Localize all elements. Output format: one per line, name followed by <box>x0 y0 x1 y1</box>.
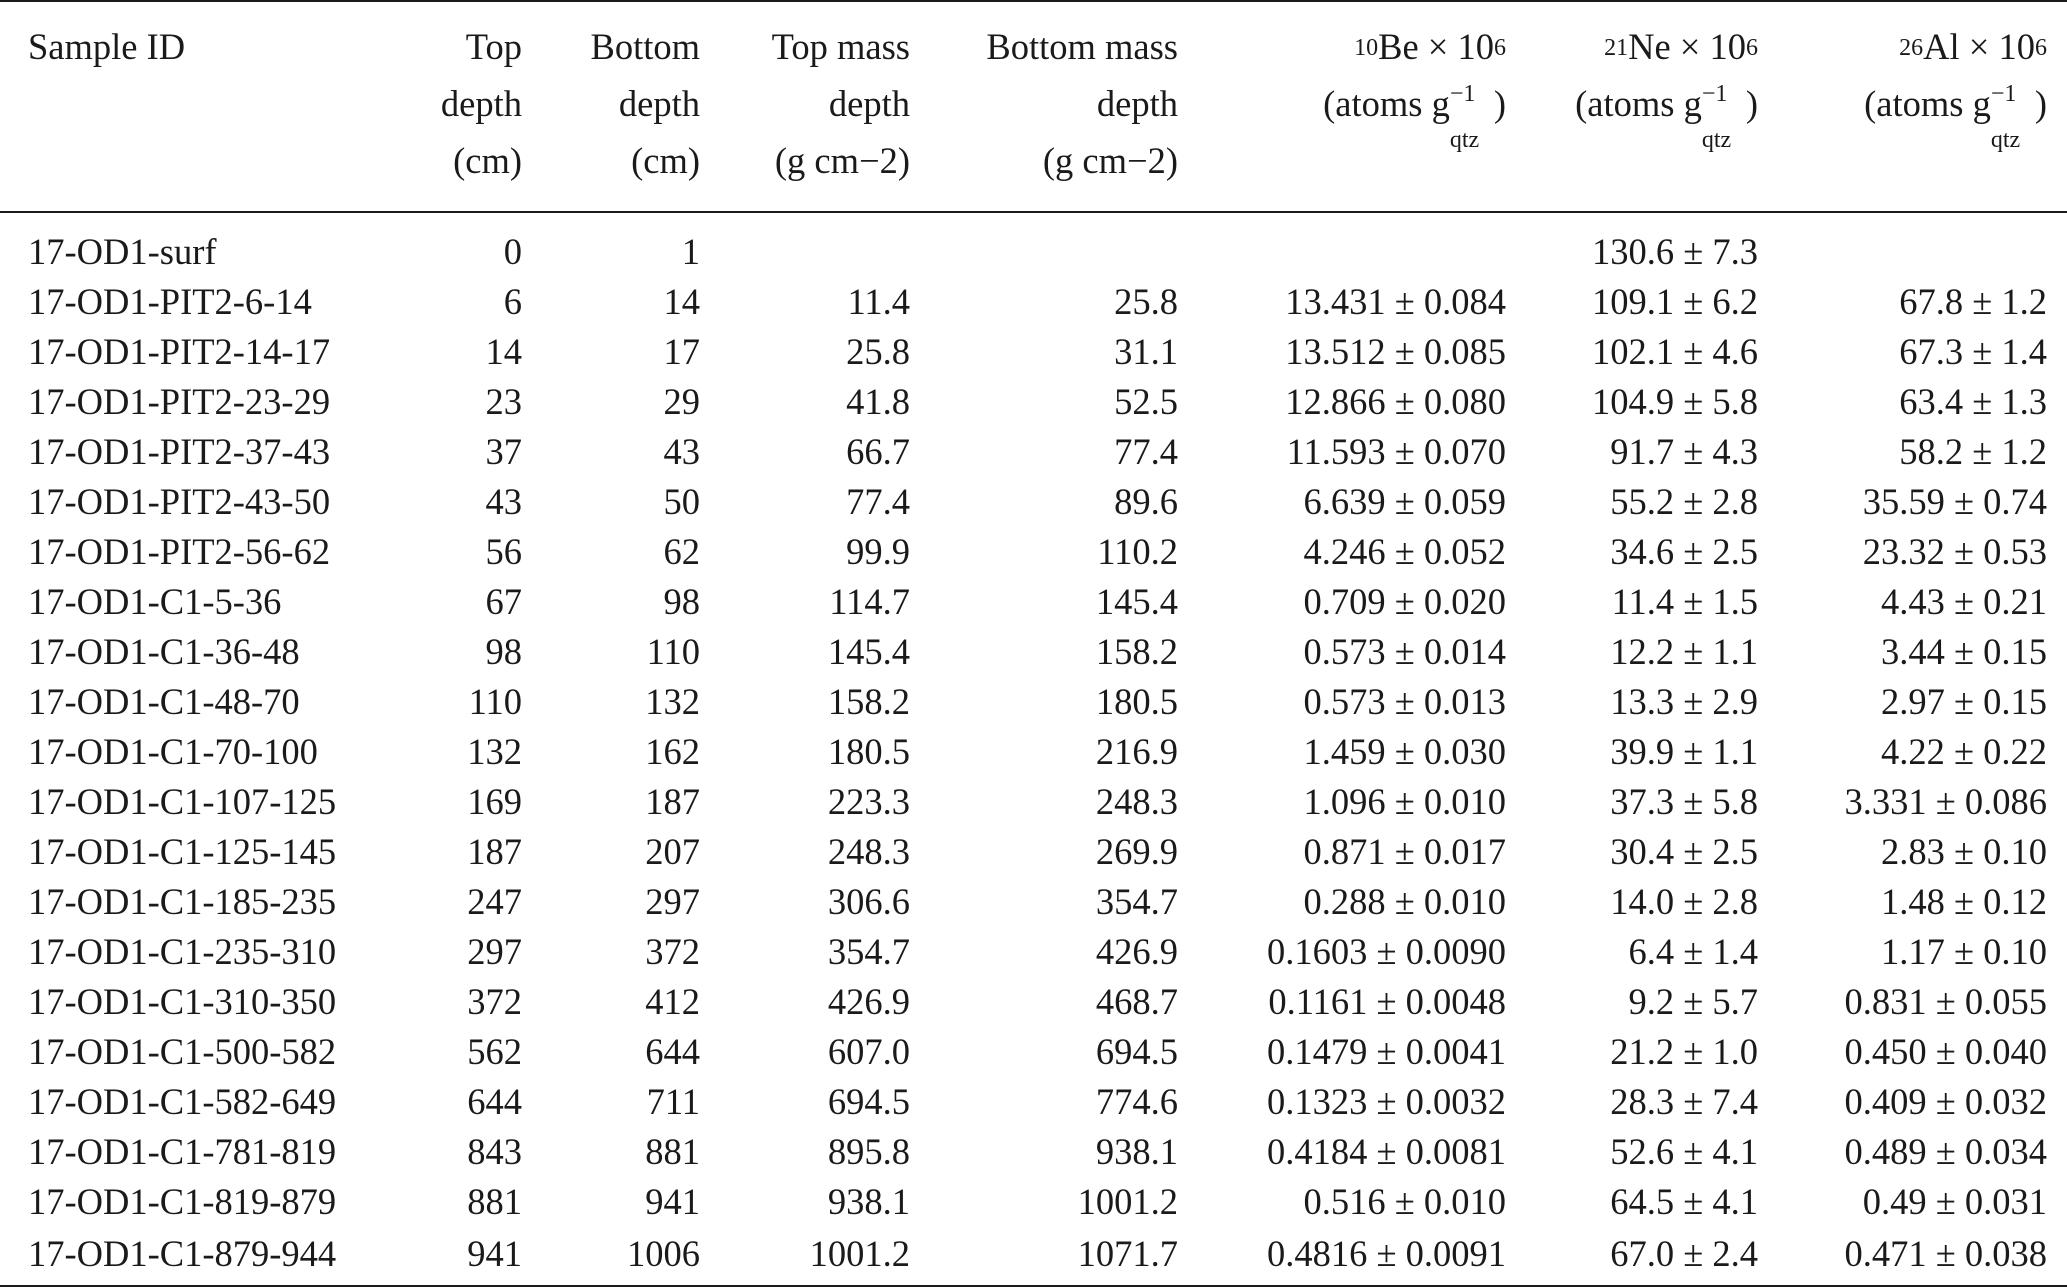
cell-top-depth: 110 <box>468 680 522 722</box>
cell-top-depth: 67 <box>485 580 522 622</box>
cell-al26: 2.97 ± 0.15 <box>1880 680 2047 722</box>
cell-sample-id: 17-OD1-C1-125-145 <box>28 830 337 872</box>
table-row <box>0 1027 2067 1077</box>
cell-bottom-mass-depth: 468.7 <box>1095 980 1178 1022</box>
cell-ne21: 14.0 ± 2.8 <box>1610 880 1758 922</box>
cell-sample-id: 17-OD1-C1-107-125 <box>28 780 337 822</box>
cell-be10: 11.593 ± 0.070 <box>1286 430 1506 472</box>
header-ne21: $^{21}Ne \times 10^6$ (atoms g −1 qtz ) <box>1506 10 1758 212</box>
cell-top-mass-depth: 180.5 <box>827 730 910 772</box>
cell-ne21: 67.0 ± 2.4 <box>1506 1227 1758 1286</box>
header-sample-id: Sample ID <box>0 10 400 212</box>
cell-bottom-depth: 50 <box>663 480 700 522</box>
cell-al26: 35.59 ± 0.74 <box>1862 480 2047 522</box>
cell-sample-id: 17-OD1-C1-48-70 <box>28 680 300 722</box>
cell-top-mass-depth: 1001.2 <box>700 1227 910 1286</box>
cell-al26: 1.48 ± 0.12 <box>1880 880 2047 922</box>
table-row <box>0 927 2067 977</box>
cell-bottom-depth: 644 <box>645 1030 700 1072</box>
header-be10: $^{10}Be \times 10^6$ (atoms g −1 qtz ) <box>1178 10 1506 212</box>
cell-sample-id: 17-OD1-PIT2-56-62 <box>28 530 331 572</box>
cell-top-depth: 6 <box>503 280 522 322</box>
cell-be10: 0.1323 ± 0.0032 <box>1266 1080 1506 1122</box>
cell-bottom-depth: 207 <box>645 830 700 872</box>
cell-bottom-mass-depth: 774.6 <box>1095 1080 1178 1122</box>
cell-sample-id: 17-OD1-C1-310-350 <box>28 980 337 1022</box>
cell-bottom-depth: 62 <box>663 530 700 572</box>
cell-top-depth: 247 <box>467 880 522 922</box>
cell-al26: 0.49 ± 0.031 <box>1862 1180 2047 1222</box>
cell-al26: 0.450 ± 0.040 <box>1844 1030 2047 1072</box>
cell-top-depth: 169 <box>467 780 522 822</box>
cell-sample-id: 17-OD1-C1-500-582 <box>28 1030 337 1072</box>
cell-al26: 23.32 ± 0.53 <box>1862 530 2047 572</box>
cell-be10: 12.866 ± 0.080 <box>1285 380 1506 422</box>
cell-bottom-depth: 412 <box>645 980 700 1022</box>
cell-be10: 1.096 ± 0.010 <box>1303 780 1506 822</box>
cell-top-mass-depth: 145.4 <box>827 630 910 672</box>
cell-bottom-mass-depth: 694.5 <box>1095 1030 1178 1072</box>
cell-bottom-depth: 1006 <box>522 1227 700 1286</box>
cell-top-depth: 56 <box>485 530 522 572</box>
header-bottom-depth: Bottom depth (cm) <box>522 10 700 212</box>
cell-bottom-mass-depth: 269.9 <box>1095 830 1178 872</box>
cell-bottom-mass-depth: 1071.7 <box>910 1227 1178 1286</box>
cell-top-mass-depth: 41.8 <box>846 380 910 422</box>
cell-be10 <box>1178 212 1506 277</box>
cell-top-mass-depth: 11.4 <box>847 280 910 322</box>
cell-be10: 1.459 ± 0.030 <box>1303 730 1506 772</box>
cell-al26: 0.409 ± 0.032 <box>1844 1080 2047 1122</box>
cell-sample-id: 17-OD1-PIT2-6-14 <box>28 280 312 322</box>
cell-al26: 4.43 ± 0.21 <box>1880 580 2047 622</box>
cell-top-depth: 23 <box>485 380 522 422</box>
table-row <box>0 527 2067 577</box>
cell-bottom-mass-depth: 89.6 <box>1114 480 1178 522</box>
cell-be10: 0.709 ± 0.020 <box>1303 580 1506 622</box>
cell-ne21: 11.4 ± 1.5 <box>1611 580 1758 622</box>
cell-bottom-mass-depth: 52.5 <box>1114 380 1178 422</box>
cell-be10: 13.512 ± 0.085 <box>1285 330 1506 372</box>
cell-sample-id: 17-OD1-C1-879-944 <box>0 1227 400 1286</box>
cell-ne21: 39.9 ± 1.1 <box>1610 730 1758 772</box>
cell-ne21: 102.1 ± 4.6 <box>1591 330 1758 372</box>
cell-be10: 0.573 ± 0.013 <box>1303 680 1506 722</box>
cell-be10: 0.4816 ± 0.0091 <box>1178 1227 1506 1286</box>
cell-sample-id: 17-OD1-C1-819-879 <box>28 1180 337 1222</box>
cell-be10: 13.431 ± 0.084 <box>1285 280 1506 322</box>
cell-top-mass-depth: 694.5 <box>827 1080 910 1122</box>
cell-top-mass-depth: 306.6 <box>827 880 910 922</box>
cell-bottom-depth: 29 <box>663 380 700 422</box>
cell-al26: 3.44 ± 0.15 <box>1880 630 2047 672</box>
cell-ne21: 21.2 ± 1.0 <box>1610 1030 1758 1072</box>
cell-sample-id: 17-OD1-C1-235-310 <box>28 930 337 972</box>
cell-top-mass-depth: 66.7 <box>846 430 910 472</box>
cell-bottom-depth: 110 <box>646 630 700 672</box>
cell-al26: 67.8 ± 1.2 <box>1899 280 2047 322</box>
table-row <box>0 977 2067 1027</box>
table-row <box>0 577 2067 627</box>
table-row <box>0 777 2067 827</box>
header-top-mass-depth: Top mass depth (g cm−2) <box>700 10 910 212</box>
cell-be10: 0.1161 ± 0.0048 <box>1268 980 1506 1022</box>
cell-be10: 4.246 ± 0.052 <box>1303 530 1506 572</box>
cell-top-mass-depth: 223.3 <box>827 780 910 822</box>
cell-top-mass-depth: 114.7 <box>829 580 910 622</box>
cell-al26: 3.331 ± 0.086 <box>1844 780 2047 822</box>
cell-bottom-depth: 14 <box>663 280 700 322</box>
cell-bottom-depth: 711 <box>646 1080 700 1122</box>
cell-top-mass-depth: 25.8 <box>846 330 910 372</box>
cell-bottom-mass-depth: 77.4 <box>1114 430 1178 472</box>
cell-be10: 0.516 ± 0.010 <box>1303 1180 1506 1222</box>
cell-top-mass-depth: 607.0 <box>827 1030 910 1072</box>
top-rule <box>0 1 2067 10</box>
cell-ne21: 52.6 ± 4.1 <box>1610 1130 1758 1172</box>
table-header <box>0 1 2067 212</box>
cell-bottom-mass-depth: 31.1 <box>1114 330 1178 372</box>
cell-al26: 2.83 ± 0.10 <box>1880 830 2047 872</box>
cell-ne21: 13.3 ± 2.9 <box>1610 680 1758 722</box>
table-row <box>0 1077 2067 1127</box>
cell-sample-id: 17-OD1-C1-70-100 <box>28 730 318 772</box>
cell-be10: 0.288 ± 0.010 <box>1303 880 1506 922</box>
cell-top-depth: 297 <box>467 930 522 972</box>
cell-top-depth: 372 <box>467 980 522 1022</box>
header-top-depth: Top depth (cm) <box>400 10 522 212</box>
cell-bottom-mass-depth: 216.9 <box>1095 730 1178 772</box>
cell-top-depth: 941 <box>400 1227 522 1286</box>
table-row <box>0 727 2067 777</box>
cell-top-mass-depth: 354.7 <box>827 930 910 972</box>
cell-ne21: 12.2 ± 1.1 <box>1610 630 1758 672</box>
table-row <box>0 1177 2067 1227</box>
cell-al26: 0.471 ± 0.038 <box>1758 1227 2067 1286</box>
table-row <box>0 477 2067 527</box>
table-row <box>0 427 2067 477</box>
cell-sample-id: 17-OD1-PIT2-23-29 <box>28 380 331 422</box>
cell-ne21: 30.4 ± 2.5 <box>1610 830 1758 872</box>
cell-top-depth: 562 <box>467 1030 522 1072</box>
table-row <box>0 212 2067 277</box>
cell-al26: 0.831 ± 0.055 <box>1844 980 2047 1022</box>
cell-bottom-mass-depth: 354.7 <box>1095 880 1178 922</box>
cell-ne21: 28.3 ± 7.4 <box>1610 1080 1758 1122</box>
cell-top-mass-depth: 895.8 <box>827 1130 910 1172</box>
cell-top-mass-depth: 426.9 <box>827 980 910 1022</box>
table-row <box>0 1127 2067 1177</box>
cell-ne21: 9.2 ± 5.7 <box>1628 980 1758 1022</box>
cell-top-depth: 0 <box>503 230 522 272</box>
cell-bottom-depth: 162 <box>645 730 700 772</box>
cell-sample-id: 17-OD1-C1-582-649 <box>28 1080 337 1122</box>
cell-top-depth: 98 <box>485 630 522 672</box>
cell-be10: 0.1603 ± 0.0090 <box>1266 930 1506 972</box>
cell-bottom-mass-depth: 110.2 <box>1097 530 1178 572</box>
table-row <box>0 277 2067 327</box>
cell-top-depth: 644 <box>467 1080 522 1122</box>
cell-sample-id: 17-OD1-surf <box>28 230 217 272</box>
cell-be10: 0.4184 ± 0.0081 <box>1266 1130 1506 1172</box>
table-row <box>0 677 2067 727</box>
cell-bottom-mass-depth: 1001.2 <box>1077 1180 1178 1222</box>
cell-top-depth: 14 <box>485 330 522 372</box>
cell-bottom-depth: 297 <box>645 880 700 922</box>
cell-bottom-depth: 17 <box>663 330 700 372</box>
header-row <box>0 10 2067 212</box>
cell-ne21: 64.5 ± 4.1 <box>1610 1180 1758 1222</box>
cell-bottom-mass-depth: 25.8 <box>1114 280 1178 322</box>
cell-bottom-mass-depth: 938.1 <box>1095 1130 1178 1172</box>
table-row <box>0 627 2067 677</box>
table-row <box>0 377 2067 427</box>
cell-ne21: 55.2 ± 2.8 <box>1610 480 1758 522</box>
cell-sample-id: 17-OD1-C1-781-819 <box>28 1130 337 1172</box>
table-row <box>0 1227 2067 1286</box>
cell-sample-id: 17-OD1-C1-5-36 <box>28 580 282 622</box>
cell-top-depth: 43 <box>485 480 522 522</box>
cell-top-depth: 187 <box>467 830 522 872</box>
cell-top-mass-depth <box>700 212 910 277</box>
table-row <box>0 877 2067 927</box>
cell-sample-id: 17-OD1-PIT2-14-17 <box>28 330 331 372</box>
header-al26: $^{26}Al \times 10^6$ (atoms g −1 qtz ) <box>1758 10 2067 212</box>
cell-top-mass-depth: 77.4 <box>846 480 910 522</box>
cell-top-mass-depth: 99.9 <box>846 530 910 572</box>
cell-top-depth: 132 <box>467 730 522 772</box>
cell-be10: 6.639 ± 0.059 <box>1303 480 1506 522</box>
cell-top-mass-depth: 158.2 <box>827 680 910 722</box>
cell-bottom-depth: 187 <box>645 780 700 822</box>
cell-sample-id: 17-OD1-C1-36-48 <box>28 630 300 672</box>
cell-bottom-mass-depth <box>910 212 1178 277</box>
table-row <box>0 327 2067 377</box>
cell-be10: 0.573 ± 0.014 <box>1303 630 1506 672</box>
cell-top-depth: 843 <box>467 1130 522 1172</box>
cell-al26: 67.3 ± 1.4 <box>1899 330 2047 372</box>
cell-ne21: 34.6 ± 2.5 <box>1610 530 1758 572</box>
cell-al26: 0.489 ± 0.034 <box>1844 1130 2047 1172</box>
cell-al26: 1.17 ± 0.10 <box>1880 930 2047 972</box>
cell-ne21: 91.7 ± 4.3 <box>1610 430 1758 472</box>
cell-bottom-mass-depth: 180.5 <box>1095 680 1178 722</box>
cell-bottom-depth: 372 <box>645 930 700 972</box>
cell-top-depth: 37 <box>485 430 522 472</box>
cell-top-mass-depth: 248.3 <box>827 830 910 872</box>
cell-top-depth: 881 <box>467 1180 522 1222</box>
cell-al26: 58.2 ± 1.2 <box>1899 430 2047 472</box>
cell-bottom-mass-depth: 145.4 <box>1095 580 1178 622</box>
cell-sample-id: 17-OD1-PIT2-43-50 <box>28 480 331 522</box>
cell-ne21: 130.6 ± 7.3 <box>1591 230 1758 272</box>
table-row <box>0 827 2067 877</box>
cell-ne21: 104.9 ± 5.8 <box>1591 380 1758 422</box>
cell-bottom-mass-depth: 426.9 <box>1095 930 1178 972</box>
cell-al26: 4.22 ± 0.22 <box>1880 730 2047 772</box>
cell-sample-id: 17-OD1-PIT2-37-43 <box>28 430 331 472</box>
cell-sample-id: 17-OD1-C1-185-235 <box>28 880 337 922</box>
cell-ne21: 37.3 ± 5.8 <box>1610 780 1758 822</box>
cell-al26: 63.4 ± 1.3 <box>1899 380 2047 422</box>
cell-bottom-depth: 98 <box>663 580 700 622</box>
cell-bottom-mass-depth: 248.3 <box>1095 780 1178 822</box>
cell-bottom-depth: 132 <box>645 680 700 722</box>
cell-bottom-depth: 881 <box>645 1130 700 1172</box>
cell-bottom-depth: 941 <box>645 1180 700 1222</box>
cell-be10: 0.871 ± 0.017 <box>1303 830 1506 872</box>
table-body <box>0 212 2067 1286</box>
cell-bottom-mass-depth: 158.2 <box>1095 630 1178 672</box>
cell-ne21: 109.1 ± 6.2 <box>1591 280 1758 322</box>
cell-be10: 0.1479 ± 0.0041 <box>1266 1030 1506 1072</box>
cell-al26 <box>1758 212 2067 277</box>
header-bottom-mass-depth: Bottom mass depth (g cm−2) <box>910 10 1178 212</box>
cell-bottom-depth: 43 <box>663 430 700 472</box>
cell-ne21: 6.4 ± 1.4 <box>1628 930 1758 972</box>
cell-bottom-depth: 1 <box>681 230 700 272</box>
cell-top-mass-depth: 938.1 <box>827 1180 910 1222</box>
